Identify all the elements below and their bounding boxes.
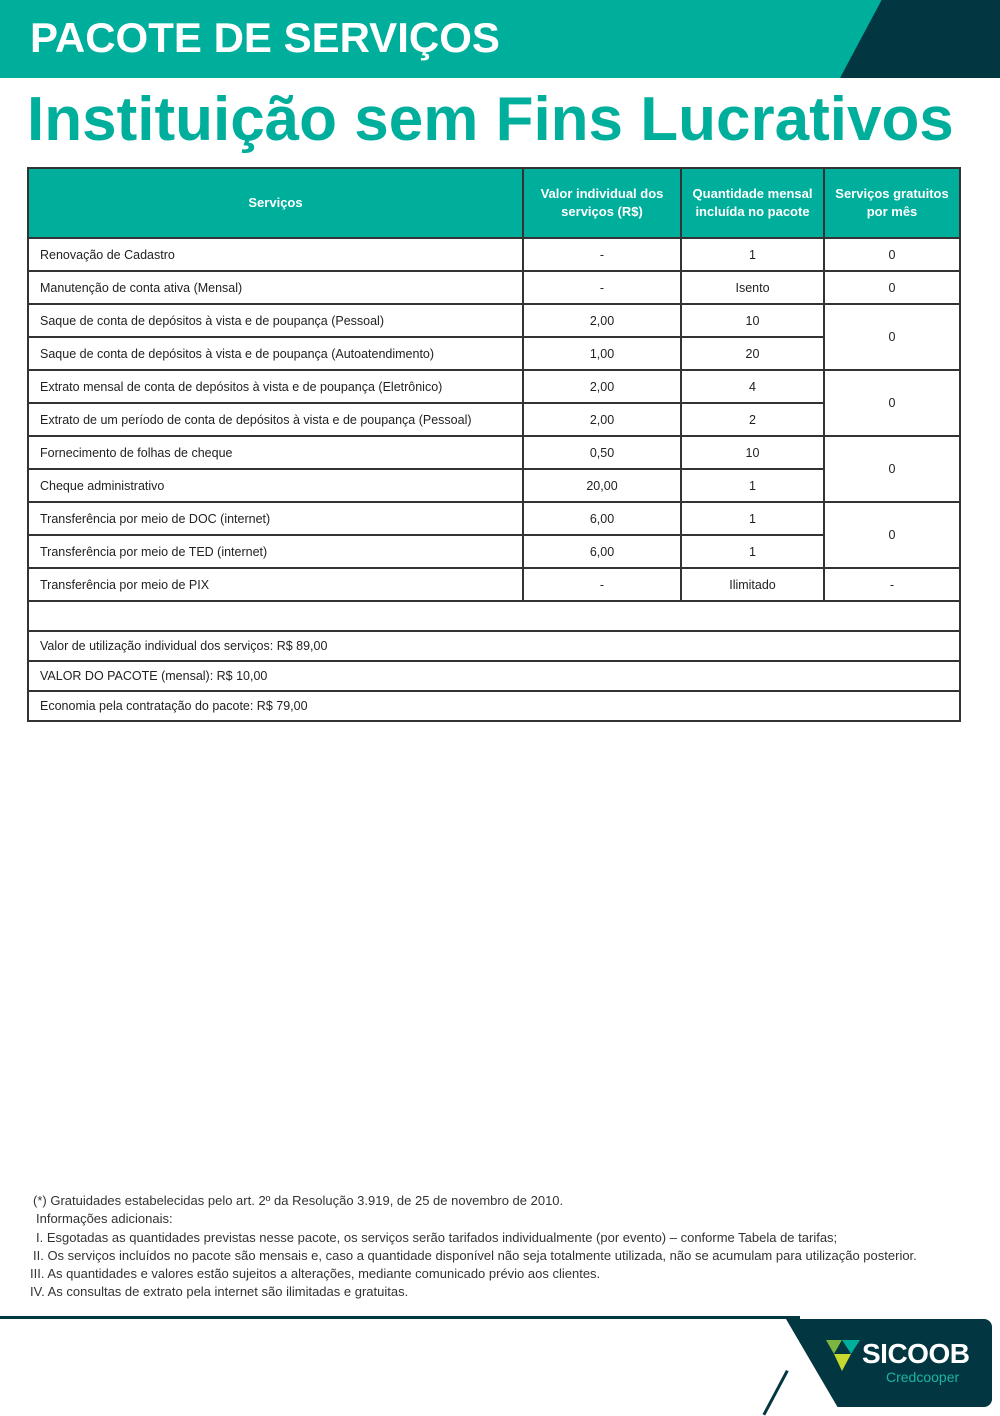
summary-row (28, 661, 960, 691)
free-cell: 0 (824, 238, 960, 271)
value-cell: 2,00 (523, 370, 681, 403)
table-row (28, 469, 960, 502)
col-header: Quantidade mensal incluída no pacote (681, 168, 824, 238)
value-cell: 2,00 (523, 304, 681, 337)
value-cell: 0,50 (523, 436, 681, 469)
quantity-cell: 1 (681, 469, 824, 502)
footnotes (30, 1192, 917, 1302)
value-cell: - (523, 238, 681, 271)
free-cell: 0 (824, 502, 960, 568)
col-header: Serviços gratuitos por mês (824, 168, 960, 238)
service-cell: Cheque administrativo (28, 469, 523, 502)
table-row (28, 370, 960, 403)
col-header: Serviços (28, 168, 523, 238)
table-row (28, 436, 960, 469)
blank-row (28, 601, 960, 631)
page-title: Instituição sem Fins Lucrativos (27, 85, 954, 154)
service-cell: Fornecimento de folhas de cheque (28, 436, 523, 469)
value-cell: 6,00 (523, 502, 681, 535)
service-cell: Transferência por meio de PIX (28, 568, 523, 601)
table-row (28, 337, 960, 370)
table-row (28, 403, 960, 436)
service-cell: Extrato de um período de conta de depósitos à vista e de poupança (Pessoal) (28, 403, 523, 436)
value-cell: 20,00 (523, 469, 681, 502)
table-row (28, 238, 960, 271)
footnote: I. Esgotadas as quantidades previstas nesse pacote, os serviços serão tarifados individualmente (por evento) – conforme Tabela de tarifas; (36, 1229, 838, 1245)
quantity-cell: 10 (681, 304, 824, 337)
summary-cell: Economia pela contratação do pacote: R$ 79,00 (28, 691, 960, 721)
footnote: Informações adicionais: (36, 1211, 173, 1227)
service-cell: Renovação de Cadastro (28, 238, 523, 271)
banner-accent (840, 0, 1000, 78)
header-banner (0, 0, 1000, 78)
table-header (28, 168, 960, 238)
service-cell: Manutenção de conta ativa (Mensal) (28, 271, 523, 304)
footnote: III. As quantidades e valores estão sujeitos a alterações, mediante comunicado prévio aos clientes. (30, 1266, 601, 1282)
table-row (28, 535, 960, 568)
quantity-cell: Isento (681, 271, 824, 304)
service-cell: Extrato mensal de conta de depósitos à vista e de poupança (Eletrônico) (28, 370, 523, 403)
quantity-cell: 1 (681, 502, 824, 535)
footer-line (0, 1316, 800, 1319)
col-header: Valor individual dos serviços (R$) (523, 168, 681, 238)
service-cell: Saque de conta de depósitos à vista e de poupança (Pessoal) (28, 304, 523, 337)
footnote: (*) Gratuidades estabelecidas pelo art. 2º da Resolução 3.919, de 25 de novembro de 2010. (33, 1193, 564, 1208)
value-cell: 2,00 (523, 403, 681, 436)
quantity-cell: 2 (681, 403, 824, 436)
sicoob-logo (826, 1338, 970, 1385)
table-row (28, 271, 960, 304)
banner-title: PACOTE DE SERVIÇOS (30, 14, 500, 61)
service-cell: Transferência por meio de DOC (internet) (28, 502, 523, 535)
summary-row (28, 631, 960, 661)
quantity-cell: 1 (681, 238, 824, 271)
footnote: II. Os serviços incluídos no pacote são mensais e, caso a quantidade disponível não seja totalmente utilizada, não se acumulam para utilização posterior. (33, 1247, 917, 1263)
value-cell: - (523, 271, 681, 304)
summary-cell: Valor de utilização individual dos serviços: R$ 89,00 (28, 631, 960, 661)
service-cell: Transferência por meio de TED (internet) (28, 535, 523, 568)
free-cell: 0 (824, 370, 960, 436)
value-cell: 6,00 (523, 535, 681, 568)
summary-row (28, 691, 960, 721)
quantity-cell: 1 (681, 535, 824, 568)
sicoob-logo-icon (826, 1338, 860, 1372)
quantity-cell: Ilimitado (681, 568, 824, 601)
table-row (28, 304, 960, 337)
table-row (28, 502, 960, 535)
logo-name: SICOOB (862, 1338, 970, 1369)
quantity-cell: 4 (681, 370, 824, 403)
summary-cell: VALOR DO PACOTE (mensal): R$ 10,00 (28, 661, 960, 691)
quantity-cell: 10 (681, 436, 824, 469)
logo-sub: Credcooper (886, 1369, 960, 1385)
table-row (28, 568, 960, 601)
free-cell: 0 (824, 271, 960, 304)
free-cell: - (824, 568, 960, 601)
blank-cell (28, 601, 960, 631)
free-cell: 0 (824, 436, 960, 502)
value-cell: 1,00 (523, 337, 681, 370)
footnote: IV. As consultas de extrato pela internet são ilimitadas e gratuitas. (30, 1284, 409, 1300)
value-cell: - (523, 568, 681, 601)
services-table (27, 167, 961, 722)
service-cell: Saque de conta de depósitos à vista e de poupança (Autoatendimento) (28, 337, 523, 370)
quantity-cell: 20 (681, 337, 824, 370)
footer-slash (763, 1370, 789, 1416)
free-cell: 0 (824, 304, 960, 370)
